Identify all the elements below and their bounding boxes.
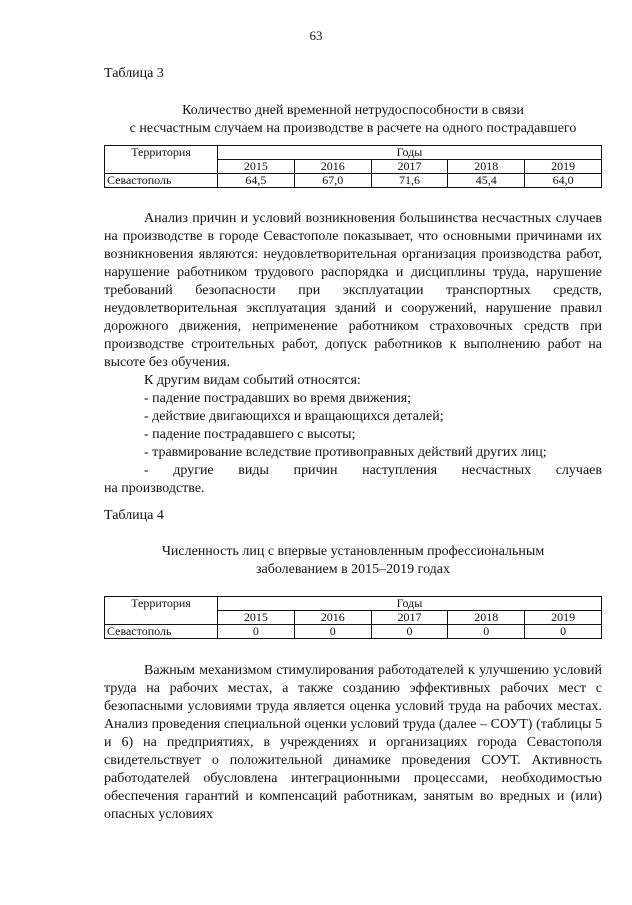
table4-year: 2019 <box>525 611 602 625</box>
table3-row-name: Севастополь <box>105 174 218 188</box>
table3-value: 71,6 <box>371 174 448 188</box>
table3-col-years: Годы <box>218 146 602 160</box>
page-number: 63 <box>309 28 323 43</box>
list-item: - травмирование вследствие противоправных действий других лиц; <box>144 445 547 460</box>
table4-year: 2016 <box>294 611 371 625</box>
table4-year: 2017 <box>371 611 448 625</box>
table4-year: 2015 <box>218 611 295 625</box>
table4-title-line2: заболеванием в 2015–2019 годах <box>255 562 451 577</box>
table4-title-line1: Численность лиц с впервые установленным профессиональным <box>161 544 545 559</box>
table3-year: 2018 <box>448 160 525 174</box>
table4-col-years: Годы <box>218 597 602 611</box>
table3-title <box>104 102 602 138</box>
list-item: - действие двигающихся и вращающихся деталей; <box>144 409 444 424</box>
paragraph-assessment: Важным механизмом стимулирования работодателей к улучшению условий труда на рабочих местах, а также созданию эффективных рабочих мест с безопасными условиями труда является оценка условий труда на рабочих местах. Анализ проведения специальной оценки условий труда (далее – СОУТ) (таблицы 5 и 6) на предприятиях, в учреждениях и организациях города Севастополя свидетельствует о положительной динамике проведения СОУТ. Активность работодателей обусловлена интеграционными процессами, необходимостью обеспечения гарантий и компенсаций работникам, занятым во вредных и (или) опасных условиях <box>104 663 602 822</box>
table3-row <box>105 174 602 188</box>
table4-value: 0 <box>525 625 602 639</box>
table3-value: 64,0 <box>525 174 602 188</box>
table4 <box>104 596 602 639</box>
list-intro: К другим видам событий относятся: <box>144 373 361 388</box>
table3-value: 64,5 <box>218 174 295 188</box>
table3-caption: Таблица 3 <box>104 66 164 81</box>
table3 <box>104 145 602 188</box>
table3-title-line1: Количество дней временной нетрудоспособности в связи <box>182 103 524 118</box>
table4-header-row <box>105 597 602 611</box>
table3-title-line2: с несчастным случаем на производстве в расчете на одного пострадавшего <box>129 121 577 136</box>
table3-year: 2019 <box>525 160 602 174</box>
table4-value: 0 <box>371 625 448 639</box>
table4-value: 0 <box>294 625 371 639</box>
table3-year: 2015 <box>218 160 295 174</box>
table4-col-territory: Территория <box>105 597 218 625</box>
list-item: - другие виды причин наступления несчастных случаев <box>144 463 602 478</box>
table3-year: 2017 <box>371 160 448 174</box>
table4-row-name: Севастополь <box>105 625 218 639</box>
table3-year: 2016 <box>294 160 371 174</box>
list-item: - падение пострадавших во время движения; <box>144 391 412 406</box>
table4-row <box>105 625 602 639</box>
table3-value: 67,0 <box>294 174 371 188</box>
other-events-list <box>104 372 602 498</box>
table4-title <box>104 543 602 579</box>
table4-caption: Таблица 4 <box>104 508 164 523</box>
table4-value: 0 <box>218 625 295 639</box>
table3-header-row <box>105 146 602 160</box>
table3-col-territory: Территория <box>105 146 218 174</box>
table3-value: 45,4 <box>448 174 525 188</box>
paragraph-analysis: Анализ причин и условий возникновения большинства несчастных случаев на производстве в городе Севастополе показывает, что основными причинами их возникновения являются: неудовлетворительная организация производства работ, нарушение работником трудового распорядка и дисциплины труда, нарушение требований безопасности при эксплуатации транспортных средств, неудовлетворительная эксплуатация зданий и сооружений, нарушение правил дорожного движения, неприменение работником страховочных средств при производстве строительных работ, допуск работников к выполнению работ на высоте без обучения. <box>104 211 602 370</box>
list-item: - падение пострадавшего с высоты; <box>144 427 356 442</box>
list-item-continuation: на производстве. <box>104 481 205 496</box>
table4-value: 0 <box>448 625 525 639</box>
table4-year: 2018 <box>448 611 525 625</box>
